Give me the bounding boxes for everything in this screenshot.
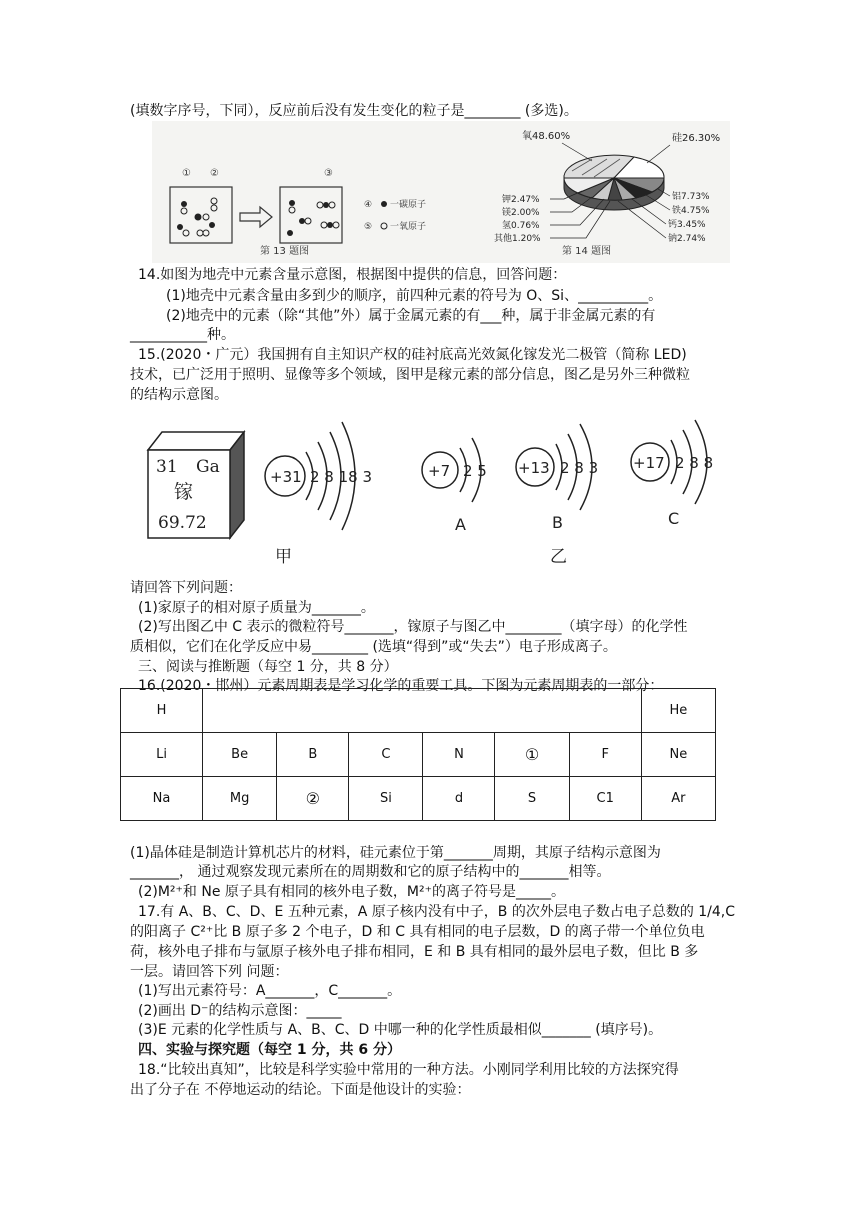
ga-shells: 2 8 18 3 (310, 468, 373, 486)
fig14-caption: 第 14 题图 (562, 246, 612, 257)
table-cell: H (121, 689, 203, 733)
periodic-table (120, 688, 716, 821)
pie-label-sodium: 钠2.74% (668, 234, 706, 244)
fig13-mark-1: ① (182, 168, 191, 179)
legend-num-5: ⑤ (364, 222, 373, 232)
q15-line2: 技术，已广泛用于照明、显像等多个领域，图甲是稼元素的部分信息，图乙是另外三种微粒 (130, 367, 690, 383)
b-shells: 2 8 3 (560, 459, 599, 477)
table-row (121, 777, 716, 821)
pie-label-other: 其他1.20% (494, 234, 541, 244)
q15-part2: (2)写出图乙中 C 表示的微粒符号_______，镓原子与图乙中________（填字母）的化学性 (138, 619, 688, 635)
table-cell: Be (203, 733, 277, 777)
c-shells: 2 8 8 (675, 454, 714, 472)
pie-label-oxygen: 氧48.60% (522, 131, 571, 142)
q14-part1: (1)地壳中元素含量由多到少的顺序，前四种元素的符号为 O、Si、__________。 (166, 288, 663, 304)
ga-mass: 69.72 (158, 513, 207, 533)
table-cell: C1 (569, 777, 641, 821)
q16-part1b: _______， 通过观察发现元素所在的周期数和它的原子结构中的_______相等。 (130, 864, 611, 880)
table-cell: B (277, 733, 349, 777)
ga-nucleus: +31 (270, 468, 302, 486)
intro-line: (填数字序号，下同），反应前后没有发生变化的粒子是________ (多选)。 (130, 103, 578, 119)
table-cell: F (569, 733, 641, 777)
label-jia: 甲 (275, 547, 292, 567)
q18-line2: 出了分子在 不停地运动的结论。下面是他设计的实验： (130, 1082, 471, 1098)
q17-part2: (2)画出 D⁻的结构示意图：_____ (138, 1003, 342, 1019)
table-cell: Mg (203, 777, 277, 821)
q17-line4: 一层。请回答下列 问题： (130, 964, 289, 980)
table-cell: He (641, 689, 715, 733)
q17-line1: 17.有 A、B、C、D、E 五种元素，A 原子核内没有中子，B 的次外层电子数占电子总数的 1/4,C (138, 904, 736, 920)
table-cell: N (423, 733, 495, 777)
pie-label-iron: 铁4.75% (672, 206, 710, 216)
table-cell: Ar (641, 777, 715, 821)
table-cell: d (423, 777, 495, 821)
q15-part3: 质相似，它们在化学反应中易________ (选填“得到”或“失去”）电子形成离子。 (130, 639, 617, 655)
legend-carbon: 一碳原子 (390, 200, 427, 210)
q16-part1a: (1)晶体硅是制造计算机芯片的材料，硅元素位于第_______周期，其原子结构示意图为 (130, 845, 661, 861)
pie-label-magnesium: 镁2.00% (502, 208, 540, 218)
table-cell: ② (277, 777, 349, 821)
ga-symbol: Ga (196, 457, 220, 477)
fig13-caption: 第 13 题图 (260, 246, 310, 257)
table-cell: C (349, 733, 423, 777)
c-nucleus: +17 (633, 454, 665, 472)
table-cell: ① (495, 733, 569, 777)
pie-label-aluminum: 铝7.73% (672, 192, 710, 202)
table-cell (203, 689, 642, 733)
table-cell: S (495, 777, 569, 821)
table-cell: Si (349, 777, 423, 821)
q16-stem: 16.(2020・邯州）元素周期表是学习化学的重要工具。下图为元素周期表的一部分： (138, 678, 664, 694)
q17-part1: (1)写出元素符号：A_______，C_______。 (138, 983, 402, 999)
q18-line1: 18.“比较出真知”，比较是科学实验中常用的一种方法。小刚同学利用比较的方法探究得 (138, 1062, 679, 1078)
ga-name: 镓 (174, 481, 194, 503)
section-4-heading: 四、实验与探究题（每空 1 分，共 6 分） (138, 1042, 401, 1058)
figure-14-pie (152, 121, 730, 263)
legend-num-4: ④ (364, 200, 373, 210)
table-cell: Na (121, 777, 203, 821)
q15-line1: 15.(2020・广元）我国拥有自主知识产权的硅衬底高光效氮化镓发光二极管（简称 LED) (138, 347, 687, 363)
legend-oxygen: 一氧原子 (390, 222, 427, 232)
figure-15 (140, 410, 740, 575)
table-cell: Ne (641, 733, 715, 777)
fig13-mark-2: ② (210, 168, 219, 179)
q17-line2: 的阳离子 C²⁺比 B 原子多 2 个电子，D 和 C 具有相同的电子层数，D 的离子带一个单位负电 (130, 924, 705, 940)
ga-atomic-number: 31 (156, 457, 178, 477)
label-b: B (552, 513, 563, 532)
q17-line3: 荷，核外电子排布与氩原子核外电子排布相同，E 和 B 具有相同的最外层电子数，但比 B 多 (130, 944, 699, 960)
q17-part3: (3)E 元素的化学性质与 A、B、C、D 中哪一种的化学性质最相似_______ (填序号)。 (138, 1022, 663, 1038)
section-3-heading: 三、阅读与推断题（每空 1 分，共 8 分） (138, 659, 398, 675)
table-row (121, 733, 716, 777)
pie-label-hydrogen: 氢0.76% (502, 221, 540, 231)
q16-part2: (2)M²⁺和 Ne 原子具有相同的核外电子数，M²⁺的离子符号是_____。 (138, 884, 565, 900)
label-a: A (455, 515, 466, 534)
a-nucleus: +7 (428, 462, 451, 480)
pie-label-calcium: 钙3.45% (668, 220, 706, 230)
q15-intro: 请回答下列问题： (130, 580, 242, 596)
q14-stem: 14.如图为地壳中元素含量示意图，根据图中提供的信息，回答问题： (138, 267, 567, 283)
q15-part1: (1)家原子的相对原子质量为_______。 (138, 600, 375, 616)
fig13-mark-3: ③ (324, 168, 333, 179)
a-shells: 2 5 (463, 462, 487, 480)
q14-part2a: (2)地壳中的元素（除“其他”外）属于金属元素的有___种，属于非金属元素的有 (166, 308, 656, 324)
q15-line3: 的结构示意图。 (130, 387, 228, 403)
pie-label-potassium: 钾2.47% (502, 195, 540, 205)
pie-label-silicon: 硅26.30% (672, 133, 721, 144)
table-row (121, 689, 716, 733)
table-cell: Li (121, 733, 203, 777)
label-yi: 乙 (550, 547, 567, 567)
b-nucleus: +13 (518, 459, 550, 477)
q14-part2b: ___________种。 (130, 327, 235, 343)
label-c: C (668, 509, 680, 528)
